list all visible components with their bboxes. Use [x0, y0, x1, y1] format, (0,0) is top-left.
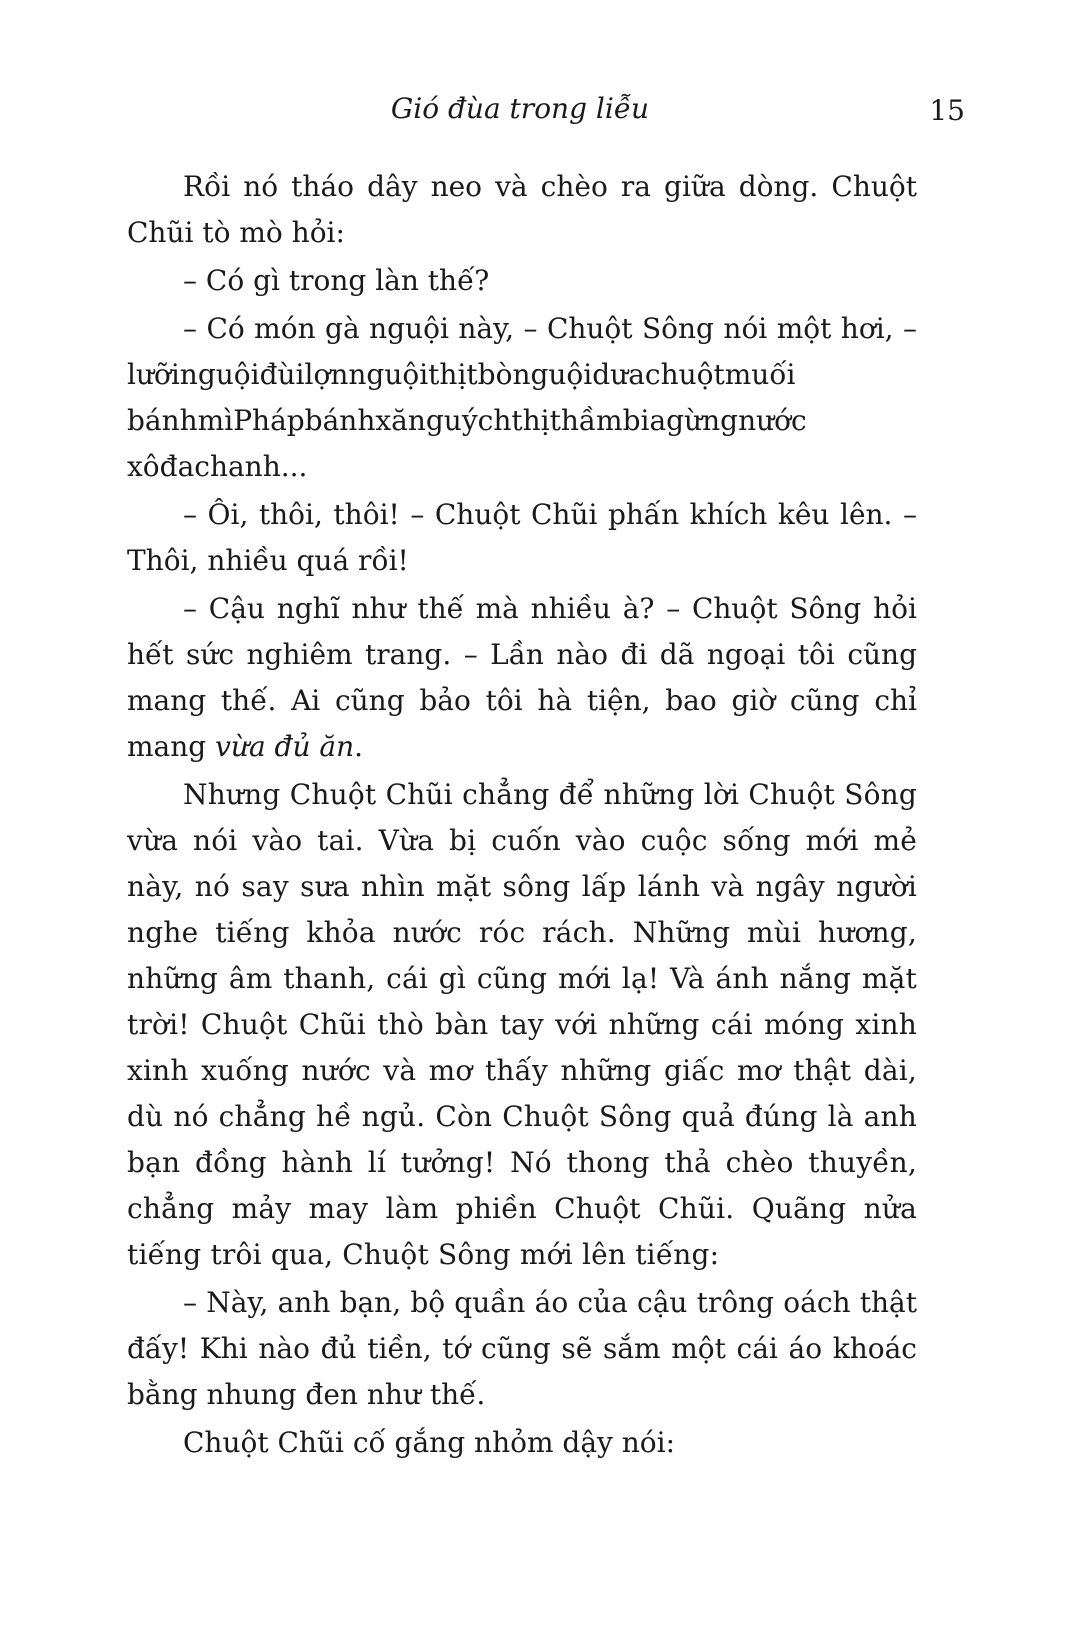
paragraph: – Có gì trong làn thế? — [183, 264, 490, 297]
running-header-title: Gió đùa trong liễu — [390, 92, 650, 125]
paragraph-text-end: . — [354, 730, 364, 763]
page-number: 15 — [929, 94, 965, 127]
paragraph: Nhưng Chuột Chũi chẳng để những lời Chuột Sông vừa nói vào tai. Vừa bị cuốn vào cuộc sống mới mẻ này, nó say sưa nhìn mặt sông lấp lánh và ngây người nghe tiếng khỏa nước róc rách. Những mùi hương, những âm thanh, cái gì cũng mới lạ! Và ánh nắng mặt trời! Chuột Chũi thò bàn tay với những cái móng xinh xinh xuống nước và mơ thấy những giấc mơ thật dài, dù nó chẳng hề ngủ. Còn Chuột Sông quả đúng là anh bạn đồng hành lí tưởng! Nó thong thả chèo thuyền, chẳng mảy may làm phiền Chuột Chũi. Quãng nửa tiếng trôi qua, Chuột Sông mới lên tiếng: — [127, 778, 917, 1271]
emphasis-text: vừa đủ ăn — [215, 730, 355, 763]
paragraph: – Này, anh bạn, bộ quần áo của cậu trông oách thật đấy! Khi nào đủ tiền, tớ cũng sẽ sắm một cái áo khoác bằng nhung đen như thế. — [127, 1286, 917, 1411]
paragraph: Rồi nó tháo dây neo và chèo ra giữa dòng. Chuột Chũi tò mò hỏi: — [127, 170, 917, 249]
paragraph: – Ôi, thôi, thôi! – Chuột Chũi phấn khích kêu lên. – Thôi, nhiều quá rồi! — [127, 498, 917, 577]
body-text — [127, 164, 917, 1468]
paragraph-text: – Cậu nghĩ như thế mà nhiều à? – Chuột Sông hỏi hết sức nghiêm trang. – Lần nào đi dã ngoại tôi cũng mang thế. Ai cũng bảo tôi hà tiện, bao giờ cũng chỉ mang — [127, 592, 917, 763]
paragraph: Chuột Chũi cố gắng nhỏm dậy nói: — [183, 1426, 676, 1459]
paragraph: – Có món gà nguội này, – Chuột Sông nói một hơi, – lưỡinguộiđùilợnnguộithịtbònguộidưachuộtmuối bánhmìPhápbánhxănguýchthịthầmbiagừngnước xôđachanh... — [127, 312, 917, 483]
paragraph-with-emphasis — [127, 586, 917, 770]
